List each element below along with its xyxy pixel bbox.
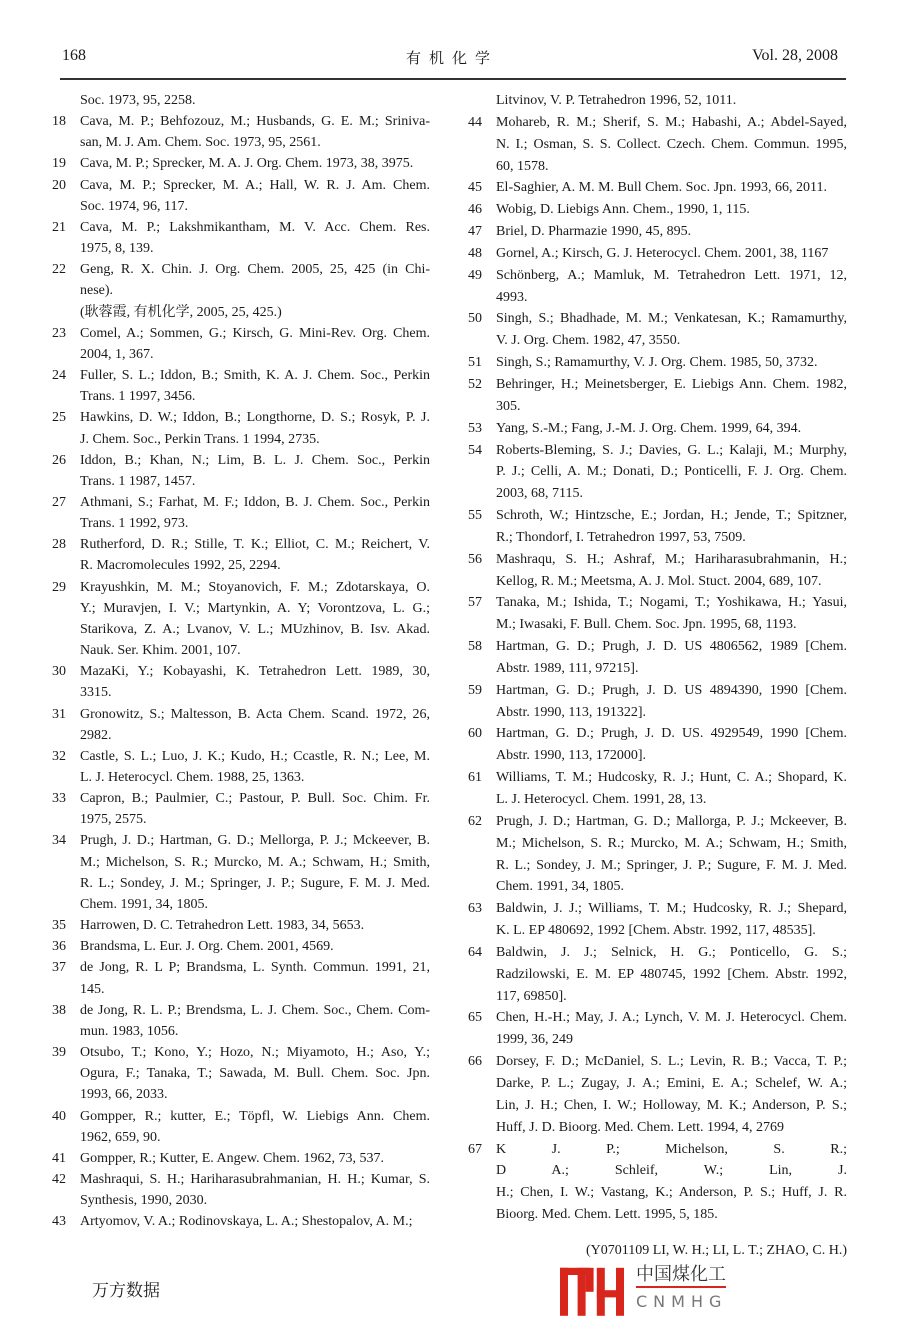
reference-number: 51 bbox=[468, 355, 482, 371]
reference-line: 117, 69850]. bbox=[496, 988, 567, 1004]
reference-item bbox=[460, 418, 847, 440]
reference-number: 47 bbox=[468, 224, 482, 240]
reference-item bbox=[44, 936, 430, 957]
reference-number: 59 bbox=[468, 682, 482, 698]
reference-line: R.; Thondorf, I. Tetrahedron 1997, 53, 7509. bbox=[496, 529, 746, 545]
reference-line: Trans. 1 1987, 1457. bbox=[80, 473, 196, 489]
reference-item bbox=[44, 217, 430, 259]
reference-number: 29 bbox=[52, 579, 66, 595]
reference-item bbox=[460, 177, 847, 199]
reference-line: MazaKi, Y.; Kobayashi, K. Tetrahedron Lett. 1989, 30, bbox=[80, 664, 430, 680]
reference-number: 43 bbox=[52, 1214, 66, 1230]
reference-line: Harrowen, D. C. Tetrahedron Lett. 1983, 34, 5653. bbox=[80, 918, 365, 934]
reference-line: Y.; Muravjen, I. V.; Martynkin, A. Y; Vorontzova, L. G.; bbox=[80, 600, 430, 616]
reference-item bbox=[44, 323, 430, 365]
reference-line: 2003, 68, 7115. bbox=[496, 486, 583, 502]
reference-item bbox=[460, 811, 847, 898]
editor-signature: (Y0701109 LI, W. H.; LI, L. T.; ZHAO, C. H.) bbox=[585, 1242, 847, 1258]
reference-item bbox=[44, 1042, 430, 1105]
reference-line: Gronowitz, S.; Maltesson, B. Acta Chem. Scand. 1972, 26, bbox=[80, 706, 430, 722]
reference-line: M.; Michelson, S. R.; Murcko, M. A.; Schwam, H.; Smith, bbox=[496, 835, 847, 851]
reference-number: 35 bbox=[52, 918, 66, 934]
reference-line: Soc. 1974, 96, 117. bbox=[80, 198, 188, 214]
reference-number: 37 bbox=[52, 960, 66, 976]
reference-number: 53 bbox=[468, 420, 482, 436]
reference-line: de Jong, R. L P; Brandsma, L. Synth. Commun. 1991, 21, bbox=[80, 960, 430, 976]
reference-line: Behringer, H.; Meinetsberger, E. Liebigs Ann. Chem. 1982, bbox=[496, 376, 847, 392]
reference-item bbox=[44, 534, 430, 576]
reference-line: Litvinov, V. P. Tetrahedron 1996, 52, 1011. bbox=[496, 93, 737, 108]
reference-number: 25 bbox=[52, 410, 66, 426]
reference-line: Cava, M. P.; Behfozouz, M.; Husbands, G. E. M.; Sriniva- bbox=[80, 114, 430, 130]
reference-line: Lin, J. H.; Chen, I. W.; Holloway, M. K.; Anderson, P. S.; bbox=[496, 1097, 847, 1113]
reference-line: 1975, 8, 139. bbox=[80, 241, 154, 257]
wanfang-watermark: 万方数据 bbox=[92, 1281, 160, 1301]
reference-line: (耿蓉霞, 有机化学, 2005, 25, 425.) bbox=[80, 304, 282, 320]
reference-number: 54 bbox=[468, 442, 482, 458]
reference-line: Gompper, R.; kutter, E.; Töpfl, W. Liebigs Ann. Chem. bbox=[80, 1108, 430, 1124]
reference-number: 64 bbox=[468, 944, 482, 960]
reference-line: Nauk. Ser. Khim. 2001, 107. bbox=[80, 643, 241, 659]
reference-line: Schönberg, A.; Mamluk, M. Tetrahedron Lett. 1971, 12, bbox=[496, 267, 847, 283]
reference-item bbox=[44, 1106, 430, 1148]
reference-line: J. Chem. Soc., Perkin Trans. 1 1994, 2735. bbox=[80, 431, 320, 447]
reference-item bbox=[460, 898, 847, 942]
reference-line: D A.; Schleif, W.; Lin, J. bbox=[496, 1163, 847, 1179]
reference-line: Abstr. 1990, 113, 191322]. bbox=[496, 704, 646, 720]
reference-item bbox=[460, 549, 847, 593]
reference-line: K J. P.; Michelson, S. R.; bbox=[496, 1141, 847, 1157]
reference-number: 63 bbox=[468, 901, 482, 917]
reference-line: M.; Iwasaki, F. Bull. Chem. Soc. Jpn. 1995, 68, 1193. bbox=[496, 617, 797, 633]
reference-item bbox=[460, 374, 847, 418]
reference-number: 24 bbox=[52, 368, 66, 384]
reference-number: 33 bbox=[52, 791, 66, 807]
reference-line: Chem. 1991, 34, 1805. bbox=[80, 896, 208, 912]
reference-item bbox=[44, 1169, 430, 1211]
reference-number: 21 bbox=[52, 219, 66, 235]
reference-line: Baldwin, J. J.; Williams, T. M.; Hudcosky, R. J.; Shepard, bbox=[496, 901, 847, 917]
reference-item bbox=[44, 153, 430, 174]
reference-line: Iddon, B.; Khan, N.; Lim, B. L. J. Chem. Soc., Perkin bbox=[80, 452, 430, 468]
reference-item bbox=[44, 704, 430, 746]
reference-line: Kellog, R. M.; Meetsma, A. J. Mol. Stuct. 2004, 689, 107. bbox=[496, 573, 822, 589]
header-rule bbox=[60, 78, 846, 80]
reference-line: Artyomov, V. A.; Rodinovskaya, L. A.; Shestopalov, A. M.; bbox=[80, 1214, 413, 1230]
reference-number: 65 bbox=[468, 1010, 482, 1026]
reference-number: 44 bbox=[468, 114, 482, 130]
reference-line: 4993. bbox=[496, 289, 528, 305]
reference-line: Dorsey, F. D.; McDaniel, S. L.; Levin, R. B.; Vacca, T. P.; bbox=[496, 1054, 847, 1070]
reference-line: Soc. 1973, 95, 2258. bbox=[80, 93, 196, 108]
reference-item bbox=[44, 1148, 430, 1169]
reference-line: H.; Chen, I. W.; Vastang, K.; Anderson, P. S.; Huff, J. R. bbox=[496, 1185, 847, 1201]
references-right-list bbox=[460, 90, 847, 1226]
page-number: 168 bbox=[62, 47, 86, 64]
reference-item bbox=[44, 90, 430, 111]
reference-line: 305. bbox=[496, 398, 521, 414]
reference-line: Chem. 1991, 34, 1805. bbox=[496, 879, 624, 895]
reference-line: Synthesis, 1990, 2030. bbox=[80, 1193, 208, 1209]
reference-line: Bioorg. Med. Chem. Lett. 1995, 5, 185. bbox=[496, 1207, 718, 1223]
reference-item bbox=[44, 957, 430, 999]
reference-number: 52 bbox=[468, 376, 482, 392]
reference-line: 2004, 1, 367. bbox=[80, 346, 154, 362]
reference-number: 32 bbox=[52, 748, 66, 764]
reference-number: 23 bbox=[52, 325, 66, 341]
references-right-column bbox=[460, 90, 847, 1262]
reference-line: Hartman, G. D.; Prugh, J. D. US 4894390, 1990 [Chem. bbox=[496, 682, 847, 698]
reference-item bbox=[460, 942, 847, 1008]
reference-line: 3315. bbox=[80, 685, 112, 701]
reference-number: 42 bbox=[52, 1171, 66, 1187]
reference-line: Comel, A.; Sommen, G.; Kirsch, G. Mini-Rev. Org. Chem. bbox=[80, 325, 430, 341]
reference-item bbox=[44, 259, 430, 322]
reference-line: Wobig, D. Liebigs Ann. Chem., 1990, 1, 115. bbox=[496, 202, 750, 218]
reference-line: Prugh, J. D.; Hartman, G. D.; Mallorga, P. J.; Mckeever, B. bbox=[496, 813, 847, 829]
reference-line: 145. bbox=[80, 981, 105, 997]
reference-number: 61 bbox=[468, 770, 482, 786]
reference-number: 55 bbox=[468, 508, 482, 524]
reference-item bbox=[44, 661, 430, 703]
reference-line: Trans. 1 1997, 3456. bbox=[80, 389, 196, 405]
reference-line: Abstr. 1989, 111, 97215]. bbox=[496, 660, 639, 676]
reference-number: 40 bbox=[52, 1108, 66, 1124]
journal-title: 有机化学 bbox=[405, 51, 498, 67]
reference-number: 41 bbox=[52, 1150, 66, 1166]
reference-line: 1999, 36, 249 bbox=[496, 1032, 573, 1048]
reference-number: 27 bbox=[52, 494, 66, 510]
reference-item bbox=[44, 175, 430, 217]
reference-item bbox=[44, 450, 430, 492]
reference-number: 18 bbox=[52, 114, 66, 130]
reference-item bbox=[44, 1211, 430, 1232]
reference-line: Starikova, Z. A.; Lvanov, V. L.; MUzhinov, B. Isv. Akad. bbox=[80, 621, 430, 637]
reference-item bbox=[44, 365, 430, 407]
reference-line: 2982. bbox=[80, 727, 112, 743]
reference-number: 19 bbox=[52, 156, 66, 172]
reference-line: Mohareb, R. M.; Sherif, S. M.; Habashi, A.; Abdel-Sayed, bbox=[496, 114, 847, 130]
reference-line: K. L. EP 480692, 1992 [Chem. Abstr. 1992, 117, 48535]. bbox=[496, 923, 816, 939]
reference-number: 62 bbox=[468, 813, 482, 829]
watermark-en-text: CNMHG bbox=[636, 1292, 728, 1311]
reference-item bbox=[44, 1000, 430, 1042]
reference-number: 60 bbox=[468, 726, 482, 742]
reference-line: Yang, S.-M.; Fang, J.-M. J. Org. Chem. 1999, 64, 394. bbox=[496, 420, 802, 436]
reference-number: 39 bbox=[52, 1045, 66, 1061]
reference-item bbox=[460, 265, 847, 309]
reference-line: 1993, 66, 2033. bbox=[80, 1087, 168, 1103]
reference-item bbox=[460, 440, 847, 506]
reference-number: 26 bbox=[52, 452, 66, 468]
reference-item bbox=[44, 111, 430, 153]
reference-number: 50 bbox=[468, 311, 482, 327]
reference-number: 45 bbox=[468, 180, 482, 196]
reference-line: Hartman, G. D.; Prugh, J. D. US. 4929549, 1990 [Chem. bbox=[496, 726, 847, 742]
reference-line: Rutherford, D. R.; Stille, T. K.; Elliot, C. M.; Reichert, V. bbox=[80, 537, 430, 553]
reference-line: Singh, S.; Ramamurthy, V. J. Org. Chem. 1985, 50, 3732. bbox=[496, 355, 818, 371]
reference-line: de Jong, R. L. P.; Brendsma, L. J. Chem. Soc., Chem. Com- bbox=[80, 1002, 430, 1018]
reference-item bbox=[44, 407, 430, 449]
reference-line: Cava, M. P.; Lakshmikantham, M. V. Acc. Chem. Res. bbox=[80, 219, 430, 235]
reference-number: 67 bbox=[468, 1141, 482, 1157]
reference-item bbox=[44, 746, 430, 788]
volume-label: Vol. 28, 2008 bbox=[752, 47, 838, 64]
reference-line: El-Saghier, A. M. M. Bull Chem. Soc. Jpn. 1993, 66, 2011. bbox=[496, 180, 828, 196]
reference-line: Darke, P. L.; Zugay, J. A.; Emini, E. A.; Schelef, W. A.; bbox=[496, 1075, 847, 1091]
reference-line: Huff, J. D. Bioorg. Med. Chem. Lett. 1994, 4, 2769 bbox=[496, 1119, 785, 1135]
reference-line: 1975, 2575. bbox=[80, 812, 147, 828]
reference-line: mun. 1983, 1056. bbox=[80, 1023, 179, 1039]
reference-line: Schroth, W.; Hintzsche, E.; Jordan, H.; Jende, T.; Spitzner, bbox=[496, 508, 847, 524]
reference-line: Hawkins, D. W.; Iddon, B.; Longthorne, D. S.; Rosyk, P. J. bbox=[80, 410, 430, 426]
reference-line: Brandsma, L. Eur. J. Org. Chem. 2001, 4569. bbox=[80, 939, 334, 955]
reference-line: Abstr. 1990, 113, 172000]. bbox=[496, 748, 646, 764]
reference-number: 48 bbox=[468, 245, 482, 261]
reference-line: R. L.; Sondey, J. M.; Springer, J. P.; Sugure, F. M. J. Med. bbox=[80, 875, 430, 891]
reference-line: R. Macromolecules 1992, 25, 2294. bbox=[80, 558, 281, 574]
reference-item bbox=[460, 767, 847, 811]
reference-number: 28 bbox=[52, 537, 66, 553]
reference-line: san, M. J. Am. Chem. Soc. 1973, 95, 2561. bbox=[80, 135, 321, 151]
reference-line: nese). bbox=[80, 283, 114, 299]
reference-item bbox=[44, 492, 430, 534]
watermark-logo bbox=[560, 1264, 750, 1318]
reference-item bbox=[460, 1139, 847, 1226]
reference-item bbox=[44, 830, 430, 915]
reference-item bbox=[460, 243, 847, 265]
reference-item bbox=[44, 915, 430, 936]
reference-line: Fuller, S. L.; Iddon, B.; Smith, K. A. J. Chem. Soc., Perkin bbox=[80, 368, 430, 384]
reference-item bbox=[460, 199, 847, 221]
reference-line: Roberts-Bleming, S. J.; Davies, G. L.; Kalaji, M.; Murphy, bbox=[496, 442, 847, 458]
reference-number: 66 bbox=[468, 1054, 482, 1070]
watermark-cn-text: 中国煤化工 bbox=[636, 1264, 726, 1288]
reference-line: Radzilowski, E. M. EP 480745, 1992 [Chem. Abstr. 1992, bbox=[496, 966, 847, 982]
reference-line: Mashraqu, S. H.; Ashraf, M.; Hariharasubrahmanin, H.; bbox=[496, 551, 847, 567]
reference-item bbox=[460, 505, 847, 549]
mh-logo-icon bbox=[560, 1266, 624, 1316]
reference-number: 49 bbox=[468, 267, 482, 283]
reference-item bbox=[44, 788, 430, 830]
reference-number: 31 bbox=[52, 706, 66, 722]
reference-item bbox=[460, 1007, 847, 1051]
reference-line: Prugh, J. D.; Hartman, G. D.; Mellorga, P. J.; Mckeever, B. bbox=[80, 833, 430, 849]
reference-line: Hartman, G. D.; Prugh, J. D. US 4806562, 1989 [Chem. bbox=[496, 639, 847, 655]
reference-item bbox=[460, 636, 847, 680]
reference-line: R. L.; Sondey, J. M.; Springer, J. P.; Sugure, F. M. J. Med. bbox=[496, 857, 847, 873]
reference-number: 57 bbox=[468, 595, 482, 611]
reference-line: Cava, M. P.; Sprecker, M. A. J. Org. Chem. 1973, 38, 3975. bbox=[80, 156, 414, 172]
reference-line: Cava, M. P.; Sprecker, M. A.; Hall, W. R. J. Am. Chem. bbox=[80, 177, 430, 193]
reference-item bbox=[460, 221, 847, 243]
reference-line: Singh, S.; Bhadhade, M. M.; Venkatesan, K.; Ramamurthy, bbox=[496, 311, 847, 327]
reference-line: Krayushkin, M. M.; Stoyanovich, F. M.; Zdotarskaya, O. bbox=[80, 579, 430, 595]
reference-line: 1962, 659, 90. bbox=[80, 1129, 161, 1145]
reference-item bbox=[460, 112, 847, 178]
reference-number: 36 bbox=[52, 939, 66, 955]
references-left-column bbox=[44, 90, 430, 1232]
reference-item bbox=[460, 352, 847, 374]
reference-item bbox=[44, 577, 430, 662]
reference-line: Athmani, S.; Farhat, M. F.; Iddon, B. J. Chem. Soc., Perkin bbox=[80, 494, 430, 510]
reference-number: 34 bbox=[52, 833, 66, 849]
reference-line: L. J. Heterocycl. Chem. 1991, 28, 13. bbox=[496, 792, 707, 807]
reference-line: P. J.; Celli, A. M.; Donati, D.; Ponticelli, F. J. Org. Chem. bbox=[496, 464, 847, 480]
reference-line: 60, 1578. bbox=[496, 158, 549, 174]
reference-line: Castle, S. L.; Luo, J. K.; Kudo, H.; Ccastle, R. N.; Lee, M. bbox=[80, 748, 430, 764]
reference-line: Williams, T. M.; Hudcosky, R. J.; Hunt, C. A.; Shopard, K. bbox=[496, 770, 847, 786]
reference-line: Chen, H.-H.; May, J. A.; Lynch, V. M. J. Heterocycl. Chem. bbox=[496, 1010, 847, 1026]
reference-line: Briel, D. Pharmazie 1990, 45, 895. bbox=[496, 224, 692, 240]
reference-item bbox=[460, 90, 847, 112]
reference-line: L. J. Heterocycl. Chem. 1988, 25, 1363. bbox=[80, 770, 305, 785]
reference-line: Baldwin, J. J.; Selnick, H. G.; Ponticello, G. S.; bbox=[496, 944, 847, 960]
reference-item bbox=[460, 1051, 847, 1138]
reference-line: M.; Michelson, S. R.; Murcko, M. A.; Schwam, H.; Smith, bbox=[80, 854, 430, 870]
reference-number: 56 bbox=[468, 551, 482, 567]
reference-line: Mashraqui, S. H.; Hariharasubrahmanian, H. H.; Kumar, S. bbox=[80, 1171, 430, 1187]
reference-line: Capron, B.; Paulmier, C.; Pastour, P. Bull. Soc. Chim. Fr. bbox=[80, 791, 430, 807]
reference-number: 22 bbox=[52, 262, 66, 278]
reference-item bbox=[460, 680, 847, 724]
reference-line: Gornel, A.; Kirsch, G. J. Heterocycl. Chem. 2001, 38, 1167 bbox=[496, 245, 829, 261]
reference-line: Trans. 1 1992, 973. bbox=[80, 516, 189, 532]
reference-line: Tanaka, M.; Ishida, T.; Nogami, T.; Yoshikawa, H.; Yasui, bbox=[496, 595, 847, 611]
reference-number: 20 bbox=[52, 177, 66, 193]
reference-line: Geng, R. X. Chin. J. Org. Chem. 2005, 25, 425 (in Chi- bbox=[80, 262, 430, 278]
reference-line: N. I.; Osman, S. S. Collect. Czech. Chem. Commun. 1995, bbox=[496, 136, 847, 152]
reference-number: 38 bbox=[52, 1002, 66, 1018]
reference-line: Otsubo, T.; Kono, Y.; Hozo, N.; Miyamoto, H.; Aso, Y.; bbox=[80, 1045, 430, 1061]
reference-item bbox=[460, 723, 847, 767]
reference-number: 30 bbox=[52, 664, 66, 680]
reference-line: V. J. Org. Chem. 1982, 47, 3550. bbox=[496, 333, 681, 349]
reference-number: 58 bbox=[468, 639, 482, 655]
reference-item bbox=[460, 308, 847, 352]
reference-number: 46 bbox=[468, 202, 482, 218]
reference-line: Gompper, R.; Kutter, E. Angew. Chem. 1962, 73, 537. bbox=[80, 1150, 384, 1166]
reference-line: Ogura, F.; Tanaka, T.; Sawada, M. Bull. Chem. Soc. Jpn. bbox=[80, 1066, 430, 1082]
reference-item bbox=[460, 592, 847, 636]
